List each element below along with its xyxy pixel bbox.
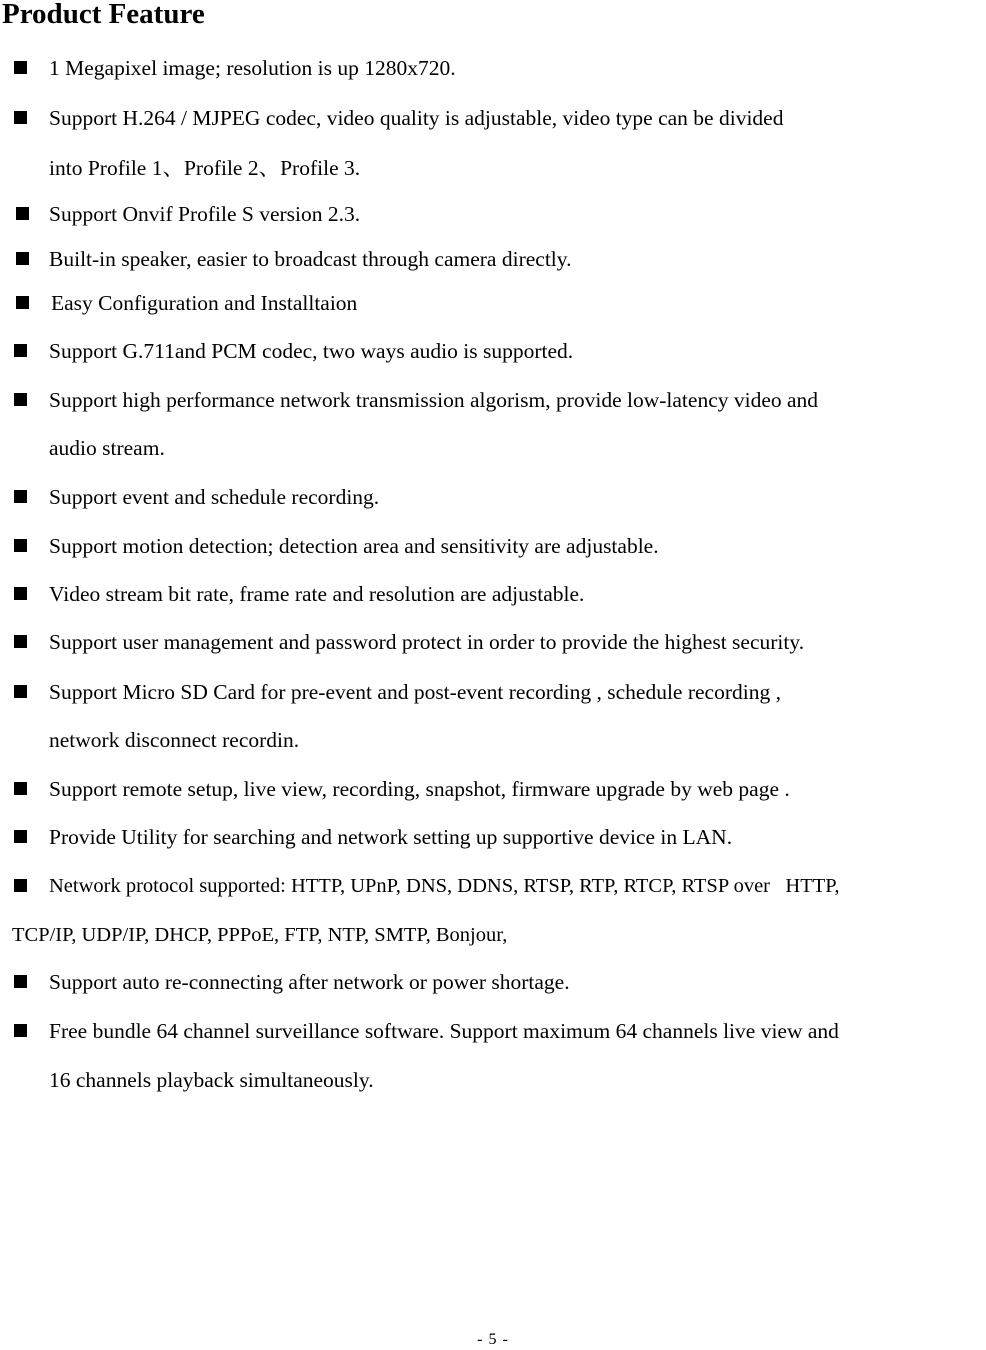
feature-text: Support G.711and PCM codec, two ways audio is supported.: [49, 339, 574, 363]
square-bullet-icon: [14, 344, 27, 357]
feature-text: Support motion detection; detection area and sensitivity are adjustable.: [49, 534, 659, 558]
square-bullet-icon: [16, 252, 29, 265]
square-bullet-icon: [14, 111, 27, 124]
feature-text: Support user management and password protect in order to provide the highest security.: [49, 630, 805, 654]
square-bullet-icon: [14, 587, 27, 600]
list-item: [0, 627, 986, 657]
list-item: [0, 336, 986, 366]
feature-text: Support H.264 / MJPEG codec, video quality is adjustable, video type can be divided: [49, 106, 784, 130]
feature-text: Support Onvif Profile S version 2.3.: [49, 202, 361, 226]
feature-text: Support event and schedule recording.: [49, 485, 380, 509]
list-item: [0, 385, 986, 415]
list-item: [0, 967, 986, 997]
page-title: Product Feature: [2, 0, 205, 30]
square-bullet-icon: [14, 685, 27, 698]
feature-text: Provide Utility for searching and network setting up supportive device in LAN.: [49, 825, 733, 849]
feature-text: Support Micro SD Card for pre-event and post-event recording , schedule recording ,: [49, 680, 781, 704]
feature-text-continued: into Profile 1、Profile 2、Profile 3.: [49, 156, 361, 180]
square-bullet-icon: [16, 207, 29, 220]
square-bullet-icon: [14, 490, 27, 503]
square-bullet-icon: [14, 393, 27, 406]
feature-text: Video stream bit rate, frame rate and resolution are adjustable.: [49, 582, 585, 606]
feature-text: Support remote setup, live view, recording, snapshot, firmware upgrade by web page .: [49, 777, 790, 801]
feature-text-continued: TCP/IP, UDP/IP, DHCP, PPPoE, FTP, NTP, SMTP, Bonjour,: [12, 924, 508, 946]
feature-text-continued: audio stream.: [49, 436, 165, 460]
list-item: [0, 244, 986, 274]
list-item: [0, 288, 986, 318]
list-item: [0, 871, 986, 901]
square-bullet-icon: [14, 975, 27, 988]
list-item: [0, 482, 986, 512]
feature-text: Built-in speaker, easier to broadcast through camera directly.: [49, 247, 572, 271]
square-bullet-icon: [14, 61, 27, 74]
square-bullet-icon: [14, 635, 27, 648]
page-number: - 5 -: [477, 1331, 509, 1348]
list-item: [0, 677, 986, 707]
list-item: [0, 822, 986, 852]
square-bullet-icon: [14, 782, 27, 795]
feature-text: Easy Configuration and Installtaion: [51, 291, 358, 315]
feature-text: Support high performance network transmission algorism, provide low-latency video and: [49, 388, 819, 412]
square-bullet-icon: [14, 539, 27, 552]
list-item: [0, 579, 986, 609]
square-bullet-icon: [14, 830, 27, 843]
feature-text: Network protocol supported: HTTP, UPnP, DNS, DDNS, RTSP, RTP, RTCP, RTSP over HTTP,: [49, 875, 840, 897]
feature-text: Support auto re-connecting after network or power shortage.: [49, 970, 570, 994]
square-bullet-icon: [16, 296, 29, 309]
feature-text: Free bundle 64 channel surveillance software. Support maximum 64 channels live view and: [49, 1019, 839, 1043]
feature-text-continued: network disconnect recordin.: [49, 728, 300, 752]
list-item: [0, 1016, 986, 1046]
square-bullet-icon: [14, 1024, 27, 1037]
feature-text-continued: 16 channels playback simultaneously.: [49, 1068, 374, 1092]
list-item: [0, 531, 986, 561]
list-item: [0, 774, 986, 804]
square-bullet-icon: [14, 879, 27, 892]
list-item: [0, 199, 986, 229]
feature-text: 1 Megapixel image; resolution is up 1280x720.: [49, 56, 456, 80]
list-item: [0, 53, 986, 83]
list-item: [0, 103, 986, 133]
